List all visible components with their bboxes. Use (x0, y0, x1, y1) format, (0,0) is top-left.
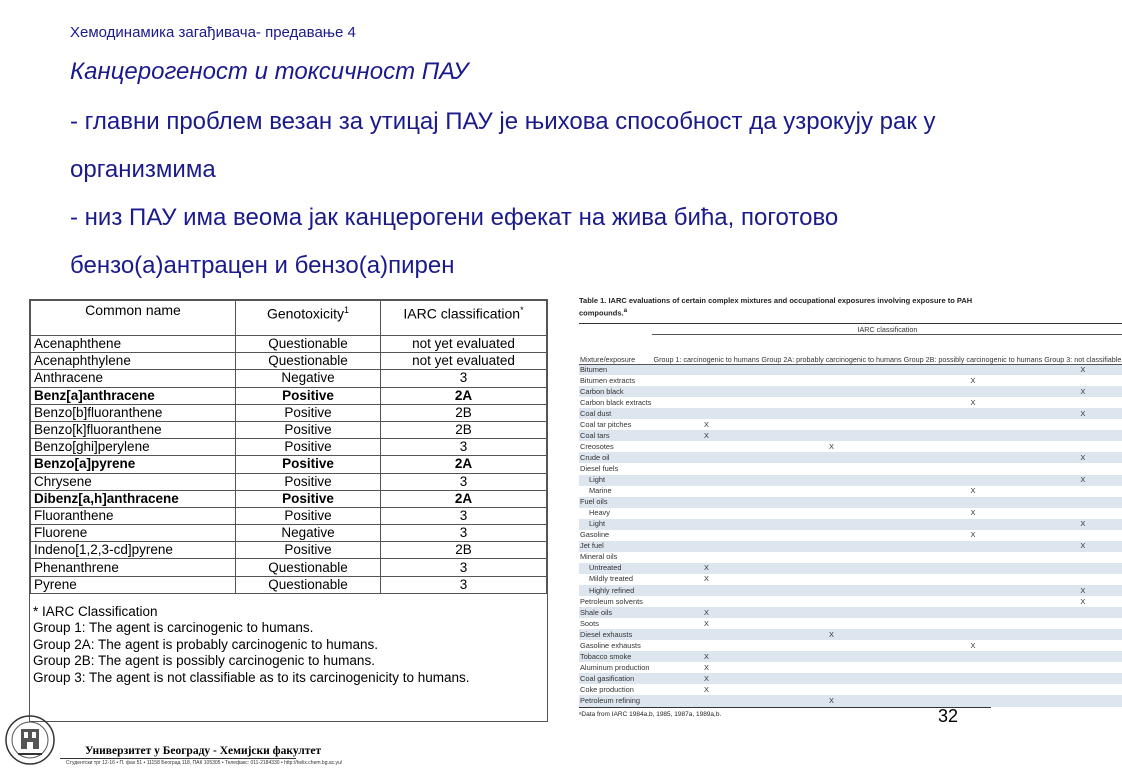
mixture-name: Aluminum production (580, 662, 650, 672)
group-4-cell: X (1043, 475, 1122, 486)
table-row (579, 695, 1122, 706)
cell-name: Chrysene (31, 473, 236, 490)
cell-geno: Positive (236, 507, 381, 524)
mixture-name: Bitumen extracts (580, 375, 636, 385)
legend-line: Group 2B: The agent is possibly carcinogenic to humans. (33, 653, 375, 669)
group-1-cell: X (652, 651, 760, 662)
mixture-name: Diesel fuels (580, 463, 619, 473)
table-row (31, 421, 547, 438)
group-4-cell (1043, 530, 1122, 541)
cell-name: Fluorene (31, 525, 236, 542)
slide-title: Канцерогеност и токсичност ПАУ (70, 58, 469, 85)
page-number: 32 (938, 706, 959, 726)
cell-geno: Positive (236, 473, 381, 490)
group-4-cell (1043, 486, 1122, 497)
cell-name: Fluoranthene (31, 507, 236, 524)
group-2-cell (760, 574, 902, 585)
cell-name: Acenaphthylene (31, 353, 236, 370)
group-4-cell (1043, 684, 1122, 695)
iarc-legend (30, 594, 547, 687)
mixture-name: Untreated (579, 563, 652, 574)
table-row (31, 542, 547, 559)
cell-geno: Positive (236, 439, 381, 456)
cell-iarc: 3 (381, 507, 547, 524)
group-1-cell (652, 375, 760, 386)
group-3-cell (903, 475, 1044, 486)
cell-name: Benzo[k]fluoranthene (31, 421, 236, 438)
group-2-cell (760, 508, 902, 519)
cell-iarc: 2B (381, 542, 547, 559)
table-row (579, 475, 1122, 486)
table-row (579, 364, 1122, 375)
table-row (579, 684, 1122, 695)
group-2-cell: X (829, 441, 834, 451)
cell-name: Anthracene (31, 370, 236, 387)
mixture-name: Light (579, 519, 652, 530)
group-4-cell: X (1043, 541, 1122, 552)
group-2-cell (760, 419, 902, 430)
mixture-name: Gasoline (580, 530, 610, 540)
cell-name: Acenaphthene (31, 336, 236, 353)
cell-geno: Negative (236, 370, 381, 387)
table-row (579, 673, 1122, 684)
cell-iarc: not yet evaluated (381, 336, 547, 353)
group-1-cell: X (652, 430, 760, 441)
bullet-carcinogenic-effect: - низ ПАУ има веома јак канцерогени ефекат на жива бића, поготово бензо(а)антрацен и бензо(а)пирен (70, 204, 839, 279)
table-row (31, 507, 547, 524)
group-4-cell (1043, 574, 1122, 585)
group-3-cell: X (970, 508, 976, 518)
table-row (579, 607, 1122, 618)
table-row (31, 439, 547, 456)
mixture-name: Coal dust (579, 408, 652, 419)
iarc-group-header: IARC classification (652, 323, 1122, 334)
cell-geno: Negative (236, 525, 381, 542)
cell-iarc: 3 (381, 576, 547, 593)
cell-name: Benz[a]anthracene (31, 387, 236, 404)
cell-iarc: not yet evaluated (381, 353, 547, 370)
cell-geno: Positive (236, 387, 381, 404)
group-1-cell: X (703, 662, 709, 672)
mixture-name: Heavy (589, 508, 610, 518)
table-row (579, 508, 1122, 519)
group-3-cell (903, 684, 1044, 695)
table-row (579, 497, 1122, 508)
group-1-cell: X (652, 563, 760, 574)
table-row (579, 441, 1122, 452)
mixture-name: Gasoline exhausts (580, 640, 641, 650)
cell-iarc: 3 (381, 439, 547, 456)
group-3-cell (903, 430, 1044, 441)
table-row (579, 486, 1122, 497)
group-4-cell (1043, 651, 1122, 662)
mixture-name: Creosotes (580, 441, 614, 451)
group-1-cell (652, 629, 760, 640)
group-2-cell (760, 607, 902, 618)
mixture-name: Coal tar pitches (580, 419, 632, 429)
group-3-cell: X (970, 375, 976, 385)
cell-name: Pyrene (31, 576, 236, 593)
mixture-name: Fuel oils (579, 497, 652, 508)
group-3-cell (903, 452, 1044, 463)
group-1-cell (652, 585, 760, 596)
group-1-cell (652, 640, 760, 651)
cell-iarc: 2A (381, 387, 547, 404)
group-3-cell (903, 441, 1044, 452)
group-1-cell (652, 695, 760, 706)
group-3-cell: X (970, 486, 976, 496)
table-row (579, 430, 1122, 441)
pah-genotoxicity-table (29, 299, 548, 722)
mixture-name: Carbon black extracts (580, 397, 652, 407)
col-common-name: Common name (31, 301, 236, 336)
group-3-cell (903, 596, 1044, 607)
group-1-cell (652, 441, 760, 452)
group-1-cell (652, 519, 760, 530)
mixture-name: Shale oils (579, 607, 652, 618)
col-header: Group 2A: probably carcinogenic to humans (760, 334, 902, 364)
group-4-cell: X (1080, 596, 1086, 606)
mixture-name: Coal tars (579, 430, 652, 441)
group-2-cell (760, 475, 902, 486)
group-3-cell (903, 651, 1044, 662)
group-2-cell (760, 673, 902, 684)
group-3-cell (903, 419, 1044, 430)
group-3-cell (903, 607, 1044, 618)
cell-iarc: 2B (381, 404, 547, 421)
faculty-address: Студентски трг 12-16 • П. фах 51 • 11158 Београд 118, ПАК 105305 • Телефакс: 011-2184330 • http://helix.chem.bg.ac.yu/ (66, 760, 343, 766)
cell-name: Dibenz[a,h]anthracene (31, 490, 236, 507)
group-4-cell (1043, 695, 1122, 706)
group-3-cell (903, 364, 1044, 375)
table-row (579, 629, 1122, 640)
group-3-cell (903, 673, 1044, 684)
group-4-cell (1043, 441, 1122, 452)
group-1-cell (652, 596, 760, 607)
table-row (579, 563, 1122, 574)
group-3-cell (903, 463, 1044, 474)
faculty-name: Универзитет у Београду - Хемијски факултет (85, 745, 322, 757)
group-2-cell (760, 430, 902, 441)
group-1-cell: X (703, 574, 709, 584)
table-row (579, 618, 1122, 629)
cell-geno: Questionable (236, 559, 381, 576)
mixture-name: Soots (580, 618, 599, 628)
table-row (579, 530, 1122, 541)
group-3-cell (903, 695, 1044, 706)
slide-header: Хемодинамика загађивача- предавање 4 (70, 24, 356, 41)
table-footnote: ᵃData from IARC 1984a,b, 1985, 1987a, 1989a,b. (579, 710, 722, 718)
group-2-cell (760, 364, 902, 375)
group-4-cell: X (1043, 585, 1122, 596)
group-4-cell (1043, 375, 1122, 386)
group-4-cell (1043, 673, 1122, 684)
cell-iarc: 2A (381, 456, 547, 473)
mixture-name: Petroleum refining (579, 695, 652, 706)
group-2-cell (760, 408, 902, 419)
table-row (579, 596, 1122, 607)
cell-geno: Positive (236, 542, 381, 559)
group-2-cell (760, 386, 902, 397)
table-row (31, 387, 547, 404)
group-2-cell (760, 651, 902, 662)
cell-geno: Positive (236, 421, 381, 438)
group-1-cell: X (703, 684, 709, 694)
table-row (579, 386, 1122, 397)
cell-geno: Positive (236, 456, 381, 473)
group-1-cell: X (652, 607, 760, 618)
table-row (31, 353, 547, 370)
mixture-name: Bitumen (579, 364, 652, 375)
group-4-cell (1043, 552, 1122, 563)
group-2-cell (760, 463, 902, 474)
university-logo-icon (4, 714, 56, 766)
group-2-cell (760, 662, 902, 673)
mixture-name: Mildly treated (589, 574, 633, 584)
group-1-cell (652, 397, 760, 408)
group-2-cell (760, 497, 902, 508)
group-4-cell: X (1043, 519, 1122, 530)
table-row (31, 370, 547, 387)
group-2-cell (760, 640, 902, 651)
group-4-cell (1043, 618, 1122, 629)
mixture-name: Carbon black (579, 386, 652, 397)
table-row (579, 552, 1122, 563)
mixture-name: Jet fuel (579, 541, 652, 552)
cell-iarc: 3 (381, 525, 547, 542)
mixture-name: Diesel exhausts (579, 629, 652, 640)
table-row (579, 651, 1122, 662)
cell-iarc: 3 (381, 559, 547, 576)
group-1-cell: X (703, 618, 709, 628)
table-row (31, 404, 547, 421)
group-4-cell (1043, 607, 1122, 618)
table-row (579, 463, 1122, 474)
mixture-name: Marine (589, 486, 612, 496)
group-4-cell: X (1043, 364, 1122, 375)
group-2-cell: X (760, 629, 902, 640)
table-row (579, 397, 1122, 408)
group-1-cell (652, 386, 760, 397)
group-4-cell (1043, 629, 1122, 640)
table-row (579, 375, 1122, 386)
group-3-cell (903, 386, 1044, 397)
group-3-cell (903, 585, 1044, 596)
table-row (31, 490, 547, 507)
cell-name: Benzo[b]fluoranthene (31, 404, 236, 421)
group-2-cell (760, 618, 902, 629)
group-4-cell (1043, 508, 1122, 519)
group-1-cell (652, 530, 760, 541)
mixture-name: Petroleum solvents (580, 596, 643, 606)
group-2-cell (760, 452, 902, 463)
legend-line: Group 2A: The agent is probably carcinogenic to humans. (33, 636, 378, 652)
table-row (579, 408, 1122, 419)
group-2-cell (760, 519, 902, 530)
group-4-cell: X (1043, 408, 1122, 419)
table-row (31, 456, 547, 473)
group-2-cell (760, 563, 902, 574)
group-3-cell: X (970, 640, 976, 650)
legend-line: Group 3: The agent is not classifiable as to its carcinogenicity to humans. (33, 669, 470, 685)
group-1-cell (652, 364, 760, 375)
group-2-cell (760, 684, 902, 695)
group-2-cell (760, 375, 902, 386)
group-2-cell (760, 397, 902, 408)
table-row (31, 525, 547, 542)
table-row (579, 662, 1122, 673)
group-2-cell (760, 596, 902, 607)
mixture-name: Light (579, 475, 652, 486)
group-4-cell (1043, 419, 1122, 430)
cell-iarc: 3 (381, 473, 547, 490)
cell-geno: Questionable (236, 336, 381, 353)
table-row (579, 640, 1122, 651)
group-1-cell (652, 486, 760, 497)
table-row (31, 473, 547, 490)
cell-name: Benzo[a]pyrene (31, 456, 236, 473)
group-3-cell (903, 662, 1044, 673)
group-3-cell (903, 574, 1044, 585)
group-1-cell (652, 475, 760, 486)
cell-name: Indeno[1,2,3-cd]pyrene (31, 542, 236, 559)
mixture-name: Tobacco smoke (579, 651, 652, 662)
cell-geno: Positive (236, 404, 381, 421)
group-1-cell: X (652, 673, 760, 684)
group-1-cell (652, 552, 760, 563)
table-row (579, 574, 1122, 585)
mixture-name: Mineral oils (580, 552, 618, 562)
table-row (579, 585, 1122, 596)
table-row (31, 336, 547, 353)
col-header: Group 2B: possibly carcinogenic to humans (903, 334, 1044, 364)
group-4-cell (1043, 662, 1122, 673)
group-2-cell (760, 541, 902, 552)
group-3-cell: X (970, 530, 976, 540)
cell-iarc: 2A (381, 490, 547, 507)
group-2-cell (760, 585, 902, 596)
col-header: Group 1: carcinogenic to humans (652, 334, 760, 364)
table-row (31, 559, 547, 576)
group-3-cell (903, 408, 1044, 419)
cell-name: Phenanthrene (31, 559, 236, 576)
group-3-cell (903, 552, 1044, 563)
group-1-cell (652, 541, 760, 552)
bullet-main-problem: - главни проблем везан за утицај ПАУ је њихова способност да узрокују рак у организмима (70, 108, 936, 183)
mixture-name: Coke production (580, 684, 634, 694)
group-3-cell: X (970, 397, 976, 407)
group-3-cell (903, 497, 1044, 508)
mixture-name: Crude oil (579, 452, 652, 463)
group-2-cell: X (760, 695, 902, 706)
group-4-cell (1043, 640, 1122, 651)
group-1-cell (652, 452, 760, 463)
table-row (31, 576, 547, 593)
iarc-mixtures-table (579, 296, 1122, 718)
table-row (579, 452, 1122, 463)
table-row (579, 519, 1122, 530)
group-3-cell (903, 563, 1044, 574)
group-3-cell (903, 541, 1044, 552)
group-2-cell (760, 552, 902, 563)
mixture-name: Coal gasification (579, 673, 652, 684)
group-4-cell (1043, 430, 1122, 441)
cell-geno: Questionable (236, 353, 381, 370)
group-2-cell (760, 530, 902, 541)
group-1-cell (652, 497, 760, 508)
group-1-cell: X (703, 419, 709, 429)
group-3-cell (903, 629, 1044, 640)
legend-line: Group 1: The agent is carcinogenic to humans. (33, 620, 314, 636)
cell-geno: Questionable (236, 576, 381, 593)
col-header: Group 3: not classifiable (1043, 334, 1122, 364)
group-3-cell (903, 618, 1044, 629)
group-1-cell (652, 508, 760, 519)
table-caption: Table 1. IARC evaluations of certain complex mixtures and occupational exposures involving exposure to PAH compounds.$^a$ (579, 296, 973, 318)
group-4-cell (1043, 397, 1122, 408)
group-2-cell (760, 486, 902, 497)
col-header: Mixture/exposure (579, 334, 652, 364)
group-1-cell (652, 463, 760, 474)
group-4-cell (1043, 463, 1122, 474)
cell-geno: Positive (236, 490, 381, 507)
legend-line: * IARC Classification (33, 603, 158, 619)
group-1-cell (652, 408, 760, 419)
mixture-name: Highly refined (579, 585, 652, 596)
group-3-cell (903, 519, 1044, 530)
cell-name: Benzo[ghi]perylene (31, 439, 236, 456)
cell-iarc: 2B (381, 421, 547, 438)
cell-iarc: 3 (381, 370, 547, 387)
group-4-cell: X (1043, 452, 1122, 463)
group-4-cell (1043, 563, 1122, 574)
group-4-cell (1043, 497, 1122, 508)
table-row (579, 419, 1122, 430)
table-row (579, 541, 1122, 552)
group-4-cell: X (1043, 386, 1122, 397)
col-iarc-classification: IARC classification* (381, 301, 547, 336)
col-genotoxicity: Genotoxicity$^1$ (236, 301, 381, 336)
